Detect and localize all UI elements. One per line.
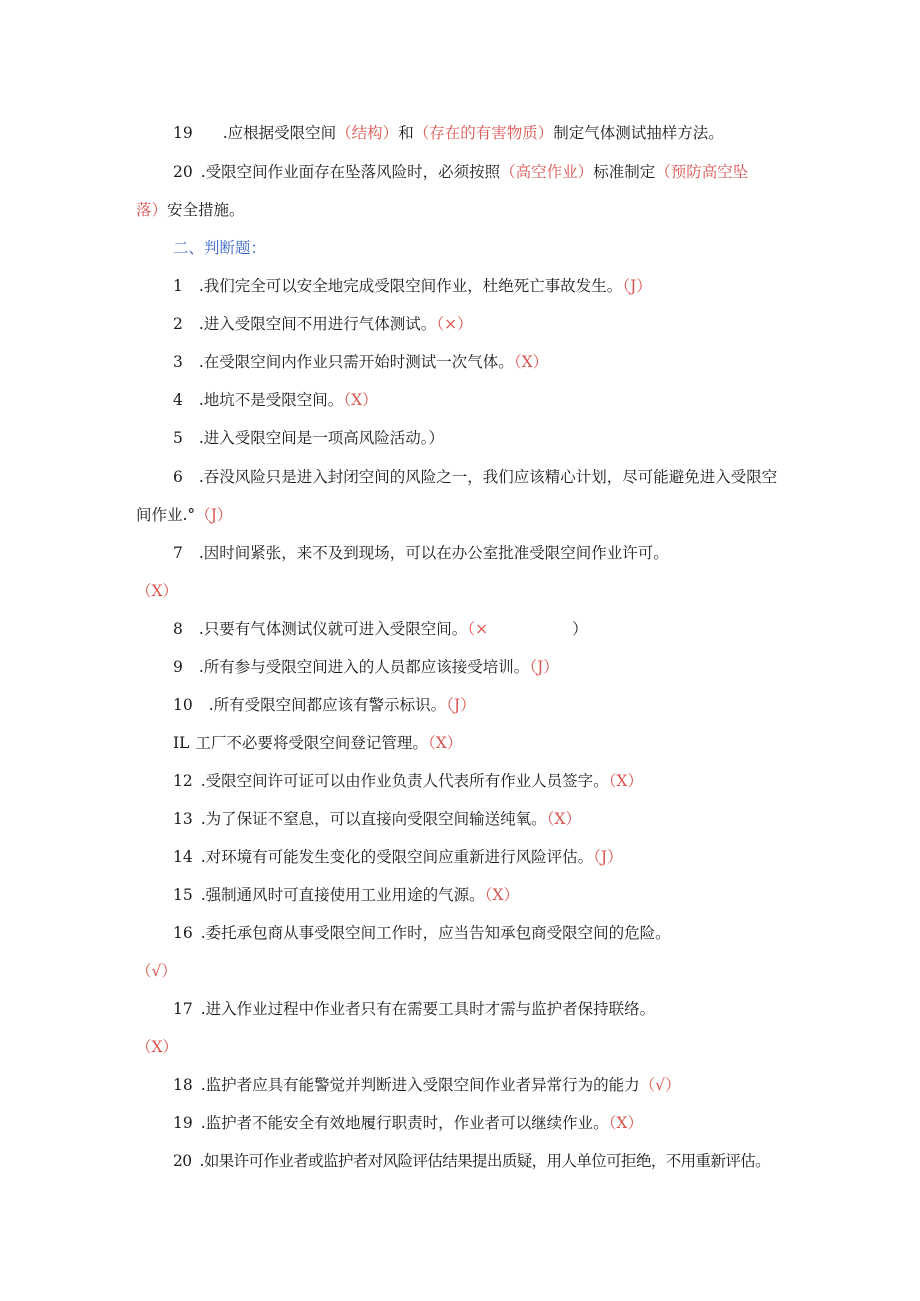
answer-mark: （X）	[608, 772, 643, 790]
answer-mark: （J）	[622, 277, 652, 295]
question-number: 2	[173, 315, 183, 333]
question-text: .强制通风时可直接使用工业用途的气源。	[200, 886, 485, 904]
answer-blank: （预防高空坠	[655, 163, 749, 181]
answer-blank: （存在的有害物质）	[413, 124, 554, 142]
answer-mark: （X）	[427, 734, 463, 752]
answer-blank: （高空作业）	[500, 163, 594, 181]
question-text: .委托承包商从事受限空间工作时，应当告知承包商受限空间的危险。	[200, 924, 671, 942]
question-number: 20	[173, 1152, 192, 1170]
question-text: .所有受限空间都应该有警示标识。	[208, 696, 447, 714]
question-number: 13	[173, 810, 193, 828]
question-number: 9	[173, 658, 183, 676]
question-number: 15	[173, 886, 193, 904]
question-text: .进入受限空间是一项高风险活动。）	[198, 429, 445, 447]
judge-question-11	[173, 731, 833, 755]
judge-question-18	[173, 1073, 833, 1097]
question-text: .进入受限空间不用进行气体测试。	[198, 315, 437, 333]
answer-blank: （结构）	[336, 124, 399, 142]
judge-question-6-cont	[136, 503, 796, 527]
question-text: .在受限空间内作业只需开始时测试一次气体。	[198, 353, 514, 371]
answer-mark: （X）	[484, 886, 519, 904]
answer-mark: （J）	[529, 658, 559, 676]
question-number: 1	[173, 277, 183, 295]
question-text: .受限空间作业面存在坠落风险时，必须按照	[200, 163, 501, 181]
question-text: 工厂不必要将受限空间登记管理。	[195, 734, 428, 752]
question-number: 19	[173, 1114, 193, 1132]
answer-mark: （×）	[436, 315, 473, 333]
question-number: 10	[173, 696, 193, 714]
question-text: .地坑不是受限空间。	[198, 391, 344, 409]
question-text: .所有参与受限空间进入的人员都应该接受培训。	[198, 658, 530, 676]
question-text: .为了保证不窒息，可以直接向受限空间输送纯氧。	[200, 810, 547, 828]
answer-mark: （√）	[639, 1076, 681, 1094]
question-text: .因时间紧张，来不及到现场，可以在办公室批准受限空间作业许可。	[198, 544, 669, 562]
question-text: 安全措施。	[167, 201, 245, 219]
question-text: 制定气体测试抽样方法。	[553, 124, 724, 142]
judge-question-8	[173, 617, 833, 641]
question-number: 18	[173, 1076, 193, 1094]
judge-question-7	[173, 541, 833, 565]
answer-mark: （J）	[446, 696, 476, 714]
question-number: 7	[173, 544, 183, 562]
judge-question-2	[173, 312, 833, 336]
question-number: 4	[173, 391, 183, 409]
answer-blank: 落）	[136, 201, 168, 219]
judge-question-10	[173, 693, 833, 717]
answer-mark: （X）	[608, 1114, 643, 1132]
fill-question-19	[173, 121, 833, 145]
judge-question-3	[173, 350, 833, 374]
judge-question-12	[173, 769, 833, 793]
question-number: 12	[173, 772, 193, 790]
judge-question-20	[173, 1149, 813, 1173]
judge-question-14	[173, 845, 833, 869]
judge-question-15	[173, 883, 833, 907]
judge-question-4	[173, 388, 833, 412]
answer-mark: （X）	[136, 582, 179, 600]
question-number: 3	[173, 353, 183, 371]
question-number: 8	[173, 620, 183, 638]
section-title: 二、判断题：	[173, 239, 267, 257]
question-number: 19	[173, 124, 193, 142]
answer-mark: （X）	[343, 391, 378, 409]
question-text: 间作业.°	[136, 506, 196, 524]
question-text: .只要有气体测试仪就可进入受限空间。	[198, 620, 468, 638]
answer-mark: （J）	[593, 848, 623, 866]
answer-mark: （×	[467, 620, 489, 638]
judge-question-1	[173, 274, 833, 298]
question-number: 16	[173, 924, 193, 942]
question-number: 14	[173, 848, 193, 866]
question-number: 17	[173, 1000, 193, 1018]
question-number: 6	[173, 468, 183, 486]
answer-mark: （X）	[136, 1038, 179, 1056]
fill-question-20	[173, 160, 833, 184]
question-text: .受限空间许可证可以由作业负责人代表所有作业人员签字。	[200, 772, 609, 790]
judge-question-13	[173, 807, 833, 831]
question-text: .吞没风险只是进入封闭空间的风险之一，我们应该精心计划，尽可能避免进入受限空	[198, 468, 778, 486]
answer-close: ）	[572, 620, 588, 638]
answer-mark: （X）	[546, 810, 581, 828]
question-text: .应根据受限空间	[222, 124, 337, 142]
question-text: 和	[398, 124, 414, 142]
question-text: .我们完全可以安全地完成受限空间作业，杜绝死亡事故发生。	[198, 277, 623, 295]
judge-question-17	[173, 997, 833, 1021]
question-number: 20	[173, 163, 193, 181]
question-text: .进入作业过程中作业者只有在需要工具时才需与监护者保持联络。	[200, 1000, 656, 1018]
question-number: 5	[173, 429, 183, 447]
answer-mark: （X）	[513, 353, 549, 371]
question-text: 标准制定	[593, 163, 656, 181]
judge-question-9	[173, 655, 833, 679]
question-text: .对环境有可能发生变化的受限空间应重新进行风险评估。	[200, 848, 594, 866]
question-text: .监护者应具有能警觉并判断进入受限空间作业者异常行为的能力	[200, 1076, 640, 1094]
question-number: IL	[173, 734, 190, 752]
question-text: .如果许可作业者或监护者对风险评估结果提出质疑，用人单位可拒绝，不用重新评估。	[199, 1152, 771, 1170]
judge-question-16	[173, 921, 833, 945]
question-text: .监护者不能安全有效地履行职责时，作业者可以继续作业。	[200, 1114, 609, 1132]
judge-question-5	[173, 426, 833, 450]
answer-mark: （√）	[136, 962, 177, 980]
judge-question-6	[173, 465, 833, 489]
answer-mark: （J）	[195, 506, 233, 524]
judge-question-19	[173, 1111, 833, 1135]
fill-question-20-cont	[136, 198, 796, 222]
